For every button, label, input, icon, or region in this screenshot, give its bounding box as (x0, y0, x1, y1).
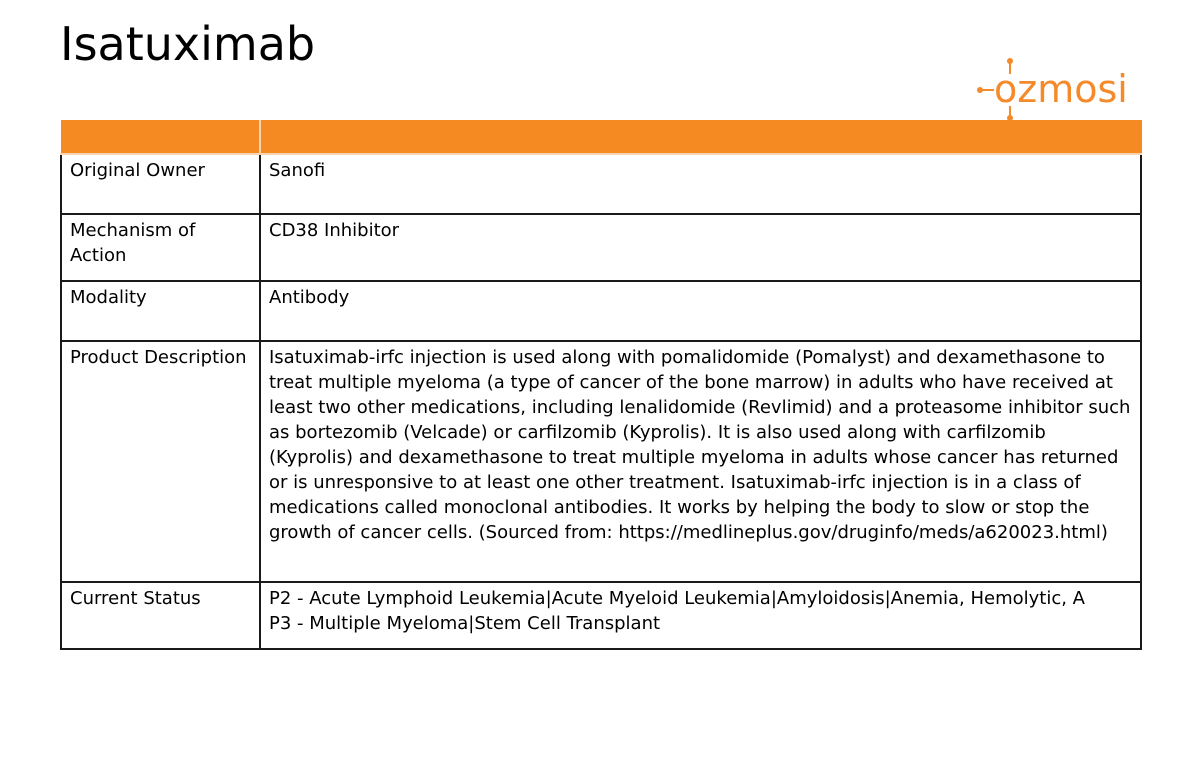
logo-wordmark: ozmosi (994, 67, 1128, 111)
table-row-modality (61, 281, 1141, 341)
row-label: Original Owner (61, 154, 260, 214)
row-value: CD38 Inhibitor (260, 214, 1141, 281)
table-header-cell-label (61, 120, 260, 154)
ozmosi-logo-graphic (976, 56, 1144, 122)
table-row-mechanism-of-action (61, 214, 1141, 281)
table-row-current-status (61, 582, 1141, 649)
status-line-p2: P2 - Acute Lymphoid Leukemia|Acute Myeloid Leukemia|Amyloidosis|Anemia, Hemolytic, A (269, 588, 1085, 609)
row-value: Antibody (260, 281, 1141, 341)
row-label: Modality (61, 281, 260, 341)
row-label: Current Status (61, 582, 260, 649)
table-row-original-owner (61, 154, 1141, 214)
drug-info-table (60, 120, 1142, 650)
row-label: Mechanism of Action (61, 214, 260, 281)
table-header-cell-value (260, 120, 1141, 154)
page-title: Isatuximab (60, 17, 316, 71)
row-value: Isatuximab-irfc injection is used along with pomalidomide (Pomalyst) and dexamethasone to treat multiple myeloma (a type of cancer of the bone marrow) in adults who have received at least two other medications, including lenalidomide (Revlimid) and a proteasome inhibitor such as bortezomib (Velcade) or carfilzomib (Kyprolis). It is also used along with carfilzomib (Kyprolis) and dexamethasone to treat multiple myeloma in adults whose cancer has returned or is unresponsive to at least one other treatment. Isatuximab-irfc injection is in a class of medications called monoclonal antibodies. It works by helping the body to slow or stop the growth of cancer cells. (Sourced from: https://medlineplus.gov/druginfo/meds/a620023.html) (260, 341, 1141, 582)
table-row-product-description (61, 341, 1141, 582)
row-value: Sanofi (260, 154, 1141, 214)
table-header-row (61, 120, 1141, 154)
status-line-p3: P3 - Multiple Myeloma|Stem Cell Transplant (269, 613, 661, 634)
ozmosi-logo (976, 56, 1144, 122)
row-value-status (260, 582, 1141, 649)
row-label: Product Description (61, 341, 260, 582)
